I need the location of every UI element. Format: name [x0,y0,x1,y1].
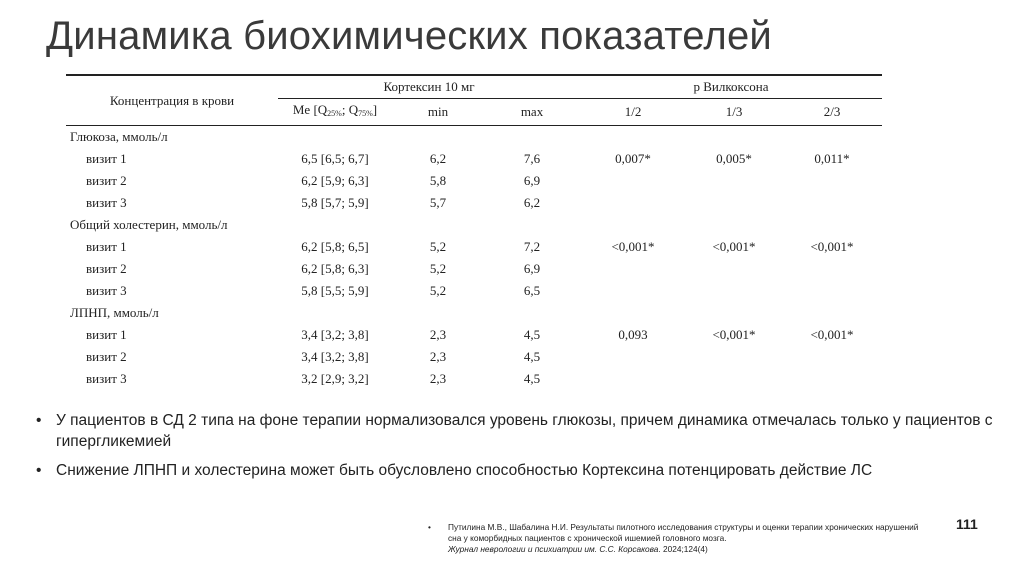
cell-min: 2,3 [429,327,447,342]
biochem-table [66,74,882,390]
cortexin-header: Кортексин 10 мг [278,75,580,99]
cell-min: 5,2 [429,261,447,276]
cell-me: 5,8 [5,5; 5,9] [301,283,369,298]
cell-min: 5,7 [429,195,447,210]
cell-p23: 0,011* [814,151,850,166]
table-row [66,236,882,258]
bullet-item [36,460,996,481]
bullet-dot: • [36,412,42,429]
me-sub-25: 25% [327,109,342,118]
cell-p13: <0,001* [712,239,756,254]
cell-me: 6,2 [5,8; 6,3] [301,261,369,276]
page-number: 111 [956,516,978,532]
cell-p12 [580,192,686,214]
cell-p23 [782,258,882,280]
table-row [66,324,882,346]
cell-p12 [580,368,686,390]
cell-p13 [686,170,782,192]
cell-label: визит 2 [86,173,127,188]
cell-p23 [782,280,882,302]
table-row [66,148,882,170]
table-row [66,280,882,302]
group-label: Общий холестерин, ммоль/л [70,217,228,232]
p23-header: 2/3 [782,99,882,126]
cell-me: 6,2 [5,8; 6,5] [301,239,369,254]
cell-me: 5,8 [5,7; 5,9] [301,195,369,210]
bullet-text: Снижение ЛПНП и холестерина может быть обусловлено способностью Кортексина потенцировать действие ЛС [56,462,873,479]
row-label-header: Концентрация в крови [66,75,278,126]
cell-min: 2,3 [429,371,447,386]
cell-max: 7,2 [523,239,541,254]
bullet-dot: • [36,462,42,479]
cell-p23 [782,192,882,214]
cell-me: 3,4 [3,2; 3,8] [301,327,369,342]
header-row-1 [66,75,882,99]
cell-me: 6,5 [6,5; 6,7] [301,151,369,166]
cell-p12: 0,007* [615,151,651,166]
cell-p12 [580,170,686,192]
group-label: Глюкоза, ммоль/л [70,129,168,144]
table-row [66,170,882,192]
table-row [66,192,882,214]
me-end: ] [372,102,378,117]
cell-p13 [686,368,782,390]
reference-bullet: • [428,522,431,532]
cell-label: визит 3 [86,283,127,298]
me-label: Me [Q [292,102,328,117]
group-row [66,302,882,324]
cell-label: визит 1 [86,151,127,166]
cell-max: 6,5 [523,283,541,298]
cell-label: визит 1 [86,239,127,254]
me-sub-75: 75% [358,109,373,118]
table-row [66,346,882,368]
cell-max: 4,5 [523,349,541,364]
cell-min: 5,2 [429,283,447,298]
p12-header: 1/2 [580,99,686,126]
cell-p13 [686,192,782,214]
cell-min: 5,8 [429,173,447,188]
cell-max: 6,9 [523,261,541,276]
cell-me: 3,2 [2,9; 3,2] [301,371,369,386]
cell-max: 6,9 [523,173,541,188]
cell-p23: <0,001* [810,327,854,342]
cell-p23 [782,170,882,192]
cell-p12 [580,346,686,368]
cell-p13: <0,001* [712,327,756,342]
cell-p12: <0,001* [611,239,655,254]
cell-p12 [580,258,686,280]
wilcoxon-label: p Вилкоксона [693,79,769,94]
reference-authors: Путилина М.В., Шабалина Н.И. Результаты пилотного исследования структуры и оценки терапии хронических нарушений сна у коморбидных пациентов с хронической ишемией головного мозга. [448,522,919,543]
cell-label: визит 1 [86,327,127,342]
cell-label: визит 3 [86,195,127,210]
cell-me: 3,4 [3,2; 3,8] [301,349,369,364]
group-row [66,214,882,236]
max-header: max [484,99,580,126]
wilcoxon-header [580,75,882,99]
cell-label: визит 2 [86,261,127,276]
cell-label: визит 2 [86,349,127,364]
cell-max: 6,2 [523,195,541,210]
cell-max: 4,5 [523,327,541,342]
group-row [66,126,882,149]
cell-max: 7,6 [523,151,541,166]
min-header: min [392,99,484,126]
me-sep: ; Q [341,102,359,117]
cell-p13: 0,005* [716,151,752,166]
group-label: ЛПНП, ммоль/л [70,305,159,320]
cell-p23: <0,001* [810,239,854,254]
data-table [66,74,882,390]
me-header [278,99,392,126]
reference-journal: Журнал неврологии и психиатрии им. С.С. Корсакова [448,544,659,554]
cell-min: 2,3 [429,349,447,364]
reference-details: . 2024;124(4) [658,544,708,554]
table-row [66,368,882,390]
table-row [66,258,882,280]
cell-p13 [686,346,782,368]
cell-p13 [686,258,782,280]
cell-min: 5,2 [429,239,447,254]
cell-min: 6,2 [429,151,447,166]
cell-p23 [782,346,882,368]
bullet-item [36,410,996,452]
bullet-list [36,410,996,489]
cell-p12 [580,280,686,302]
bullet-text: У пациентов в СД 2 типа на фоне терапии нормализовался уровень глюкозы, причем динамика отмечалась только у пациентов с гипергликемией [56,412,993,450]
p13-header: 1/3 [686,99,782,126]
reference [428,522,928,555]
cell-label: визит 3 [86,371,127,386]
cell-p23 [782,368,882,390]
cell-p13 [686,280,782,302]
cell-p12: 0,093 [618,327,648,342]
cell-max: 4,5 [523,371,541,386]
table-body [66,126,882,391]
slide-title: Динамика биохимических показателей [46,14,772,58]
cell-me: 6,2 [5,9; 6,3] [301,173,369,188]
